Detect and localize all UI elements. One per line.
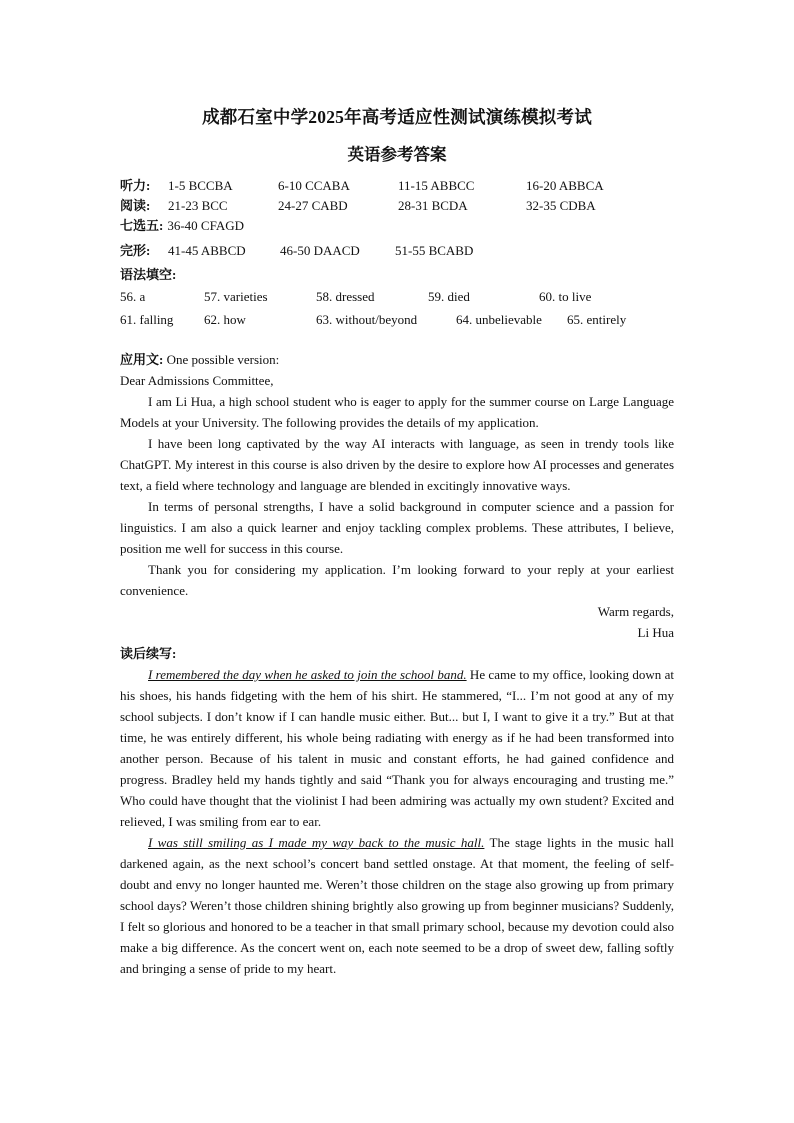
continuation-body: The stage lights in the music hall darkened again, as the next school’s concert band settled onstage. At that moment, the feeling of self-doubt and envy no longer haunted me. Weren’t those children on the stage also growing up from primary school days? Weren’t those children shining brightly also growing up from beginner musicians? Suddenly, I felt so glorious and honored to be a teacher in that small primary school, because my devotion could also make a big difference. As the concert went on, each note seemed to be a drop of sweet dew, falling softly and bringing a sense of pride to my heart. [120,835,674,976]
grammar-row-2 [120,309,674,331]
page-subtitle: 英语参考答案 [347,145,447,164]
listening-answers [120,175,674,195]
continuation-lead-sentence: I was still smiling as I made my way back to the music hall. [148,835,485,850]
reading-answers [120,195,674,215]
answer-group: 32-35 CDBA [526,198,596,213]
grammar-answer: 58. dressed [316,289,375,304]
application-intro: One possible version: [166,352,280,367]
cloze-label: 完形: [120,243,151,258]
answer-group: 41-45 ABBCD [168,243,246,258]
grammar-heading [120,264,674,285]
continuation-paragraph [120,832,674,979]
grammar-answer: 61. falling [120,312,174,327]
answer-group: 46-50 DAACD [280,243,360,258]
answer-group: 6-10 CCABA [278,178,350,193]
continuation-section [120,643,674,979]
answer-group: 28-31 BCDA [398,198,468,213]
grammar-answer: 60. to live [539,289,592,304]
continuation-lead-sentence: I remembered the day when he asked to join the school band. [148,667,467,682]
letter-paragraph: In terms of personal strengths, I have a solid background in computer science and a passion for linguistics. I am also a quick learner and enjoy tackling complex problems. These attributes, I believe, position me well for success in this course. [120,499,674,556]
answer-group: 11-15 ABBCC [398,178,475,193]
application-section [120,349,674,643]
continuation-label: 读后续写: [120,646,177,661]
letter-paragraph: Thank you for considering my application. I’m looking forward to your reply at your earliest convenience. [120,562,674,598]
answer-group: 51-55 BCABD [395,243,474,258]
page-title: 成都石室中学2025年高考适应性测试演练模拟考试 [202,107,592,127]
answer-sheet [120,105,674,979]
letter-signature: Li Hua [637,625,674,640]
letter-paragraph: I have been long captivated by the way AI interacts with language, as seen in trendy tools like ChatGPT. My interest in this course is also driven by the desire to explore how AI processes and generates text, a field where technology and language are blended in excitingly innovative ways. [120,436,674,493]
continuation-paragraph [120,664,674,832]
letter-closing: Warm regards, [597,604,674,619]
reading-label: 阅读: [120,198,151,213]
grammar-answer: 59. died [428,289,470,304]
grammar-answer: 63. without/beyond [316,312,418,327]
continuation-body: He came to my office, looking down at his shoes, his hands fidgeting with the hem of his shirt. He stammered, “I... I’m not good at any of my school subjects. I don’t know if I can handle music either. But... but I, I want to give it a try.” But at that time, he was entirely different, his whole being radiating with energy as if he had been transformed into another person. Because of his talent in music and constant efforts, he had gained confidence and progress. Bradley held my hands tightly and said “Thank you for always encouraging and trusting me.” Who could have thought that the violinist I had been admiring was actually my own student? Excited and relieved, I was smiling from ear to ear. [120,667,675,829]
answer-group: 24-27 CABD [278,198,348,213]
grammar-answer: 64. unbelievable [456,312,542,327]
application-label: 应用文: [120,352,164,367]
grammar-label: 语法填空: [120,267,177,282]
application-heading [120,349,674,370]
letter-paragraph: I am Li Hua, a high school student who is eager to apply for the summer course on Large Language Models at your University. The following provides the details of my application. [120,394,674,430]
grammar-answer: 62. how [204,312,246,327]
listening-label: 听力: [120,178,151,193]
seven-five-label: 七选五: [120,218,164,233]
cloze-answers [120,240,674,261]
grammar-row-1 [120,286,674,308]
answer-group: 16-20 ABBCA [526,178,604,193]
answer-group: 36-40 CFAGD [167,218,245,233]
seven-five-answers [120,215,674,236]
grammar-answer: 57. varieties [204,289,268,304]
answer-group: 1-5 BCCBA [168,178,233,193]
letter-salutation: Dear Admissions Committee, [120,373,274,388]
grammar-answer: 56. a [120,289,146,304]
grammar-answer: 65. entirely [567,312,627,327]
answer-group: 21-23 BCC [168,198,228,213]
